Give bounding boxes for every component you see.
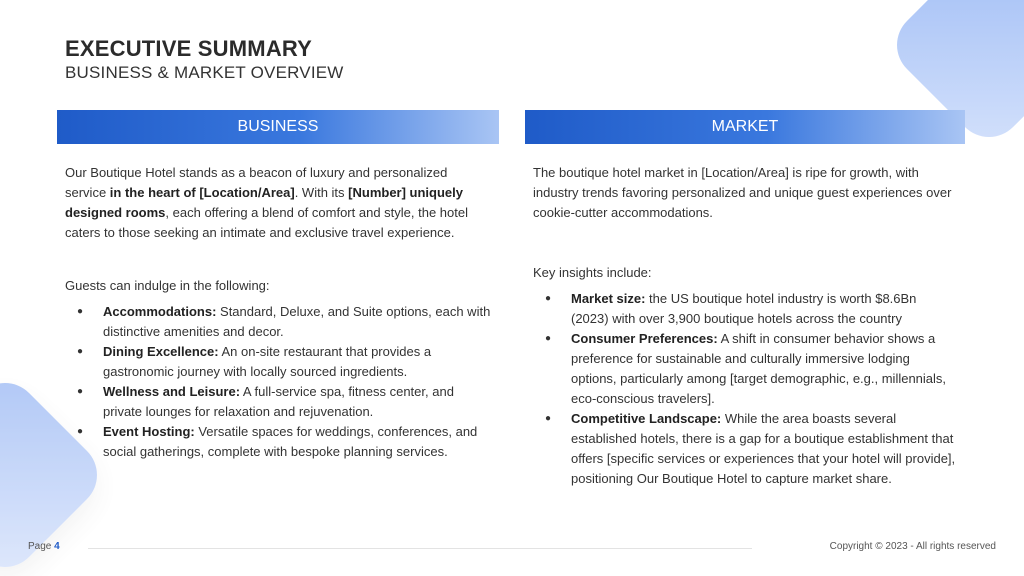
list-item [65,302,491,342]
business-intro-highlight: in the heart of [Location/Area] [109,185,295,200]
list-item-label: Accommodations: [103,304,217,319]
page-title: EXECUTIVE SUMMARY [65,36,313,61]
list-item-label: Event Hosting: [103,424,195,439]
list-item-label: Dining Excellence: [103,344,219,359]
list-item [533,289,957,329]
list-item-label: Competitive Landscape: [571,411,722,426]
market-lead: Key insights include: [533,265,652,280]
list-item [65,422,491,462]
business-intro-segment: Our Boutique Hotel stands as a beacon of luxury and personalized service [65,165,448,200]
list-item-text: An on-site restaurant that provides a gastronomic journey with locally sourced ingredients. [103,344,432,379]
list-item [65,342,491,382]
list-item [533,409,957,489]
business-intro-segment: , each offering a blend of comfort and style, the hotel caters to those seeking an intimate and exclusive travel experience. [65,205,468,240]
business-list [65,302,491,462]
list-item [533,329,957,409]
list-item-text: the US boutique hotel industry is worth $8.6Bn (2023) with over 3,900 boutique hotels across the country [571,291,917,326]
market-list [533,289,957,489]
business-intro [65,163,491,243]
list-item [65,382,491,422]
business-column [57,110,499,462]
market-column [525,110,965,489]
list-item-label: Wellness and Leisure: [103,384,241,399]
list-item-text: While the area boasts several established hotels, there is a gap for a boutique establishment that offers [specific services or experiences that your hotel will provide], positioning Our Boutique Hotel to capture market share. [571,411,956,486]
business-lead: Guests can indulge in the following: [65,278,270,293]
list-item-label: Consumer Preferences: [571,331,718,346]
page-number [28,541,60,552]
page-number-value: 4 [54,541,60,552]
business-intro-segment: . With its [294,185,349,200]
page-subtitle: BUSINESS & MARKET OVERVIEW [65,63,344,82]
list-item-text: Versatile spaces for weddings, conferences, and social gatherings, complete with bespoke planning services. [103,424,478,459]
list-item-label: Market size: [571,291,646,306]
list-item-text: A shift in consumer behavior shows a preference for sustainable and culturally immersive lodging options, particularly among [target demographic, e.g., millennials, eco-conscious travelers]. [571,331,947,406]
list-item-text: A full-service spa, fitness center, and private lounges for relaxation and rejuvenation. [103,384,454,419]
copyright: Copyright © 2023 - All rights reserved [829,541,996,552]
market-intro: The boutique hotel market in [Location/Area] is ripe for growth, with industry trends favoring personalized and unique guest experiences over cookie-cutter accommodations. [533,165,952,220]
page-label: Page [28,541,52,552]
footer-divider [88,548,752,549]
list-item-text: Standard, Deluxe, and Suite options, each with distinctive amenities and decor. [103,304,491,339]
market-heading: MARKET [525,110,965,144]
business-intro-highlight: [Number] uniquely designed rooms [65,185,463,220]
business-heading: BUSINESS [57,110,499,144]
